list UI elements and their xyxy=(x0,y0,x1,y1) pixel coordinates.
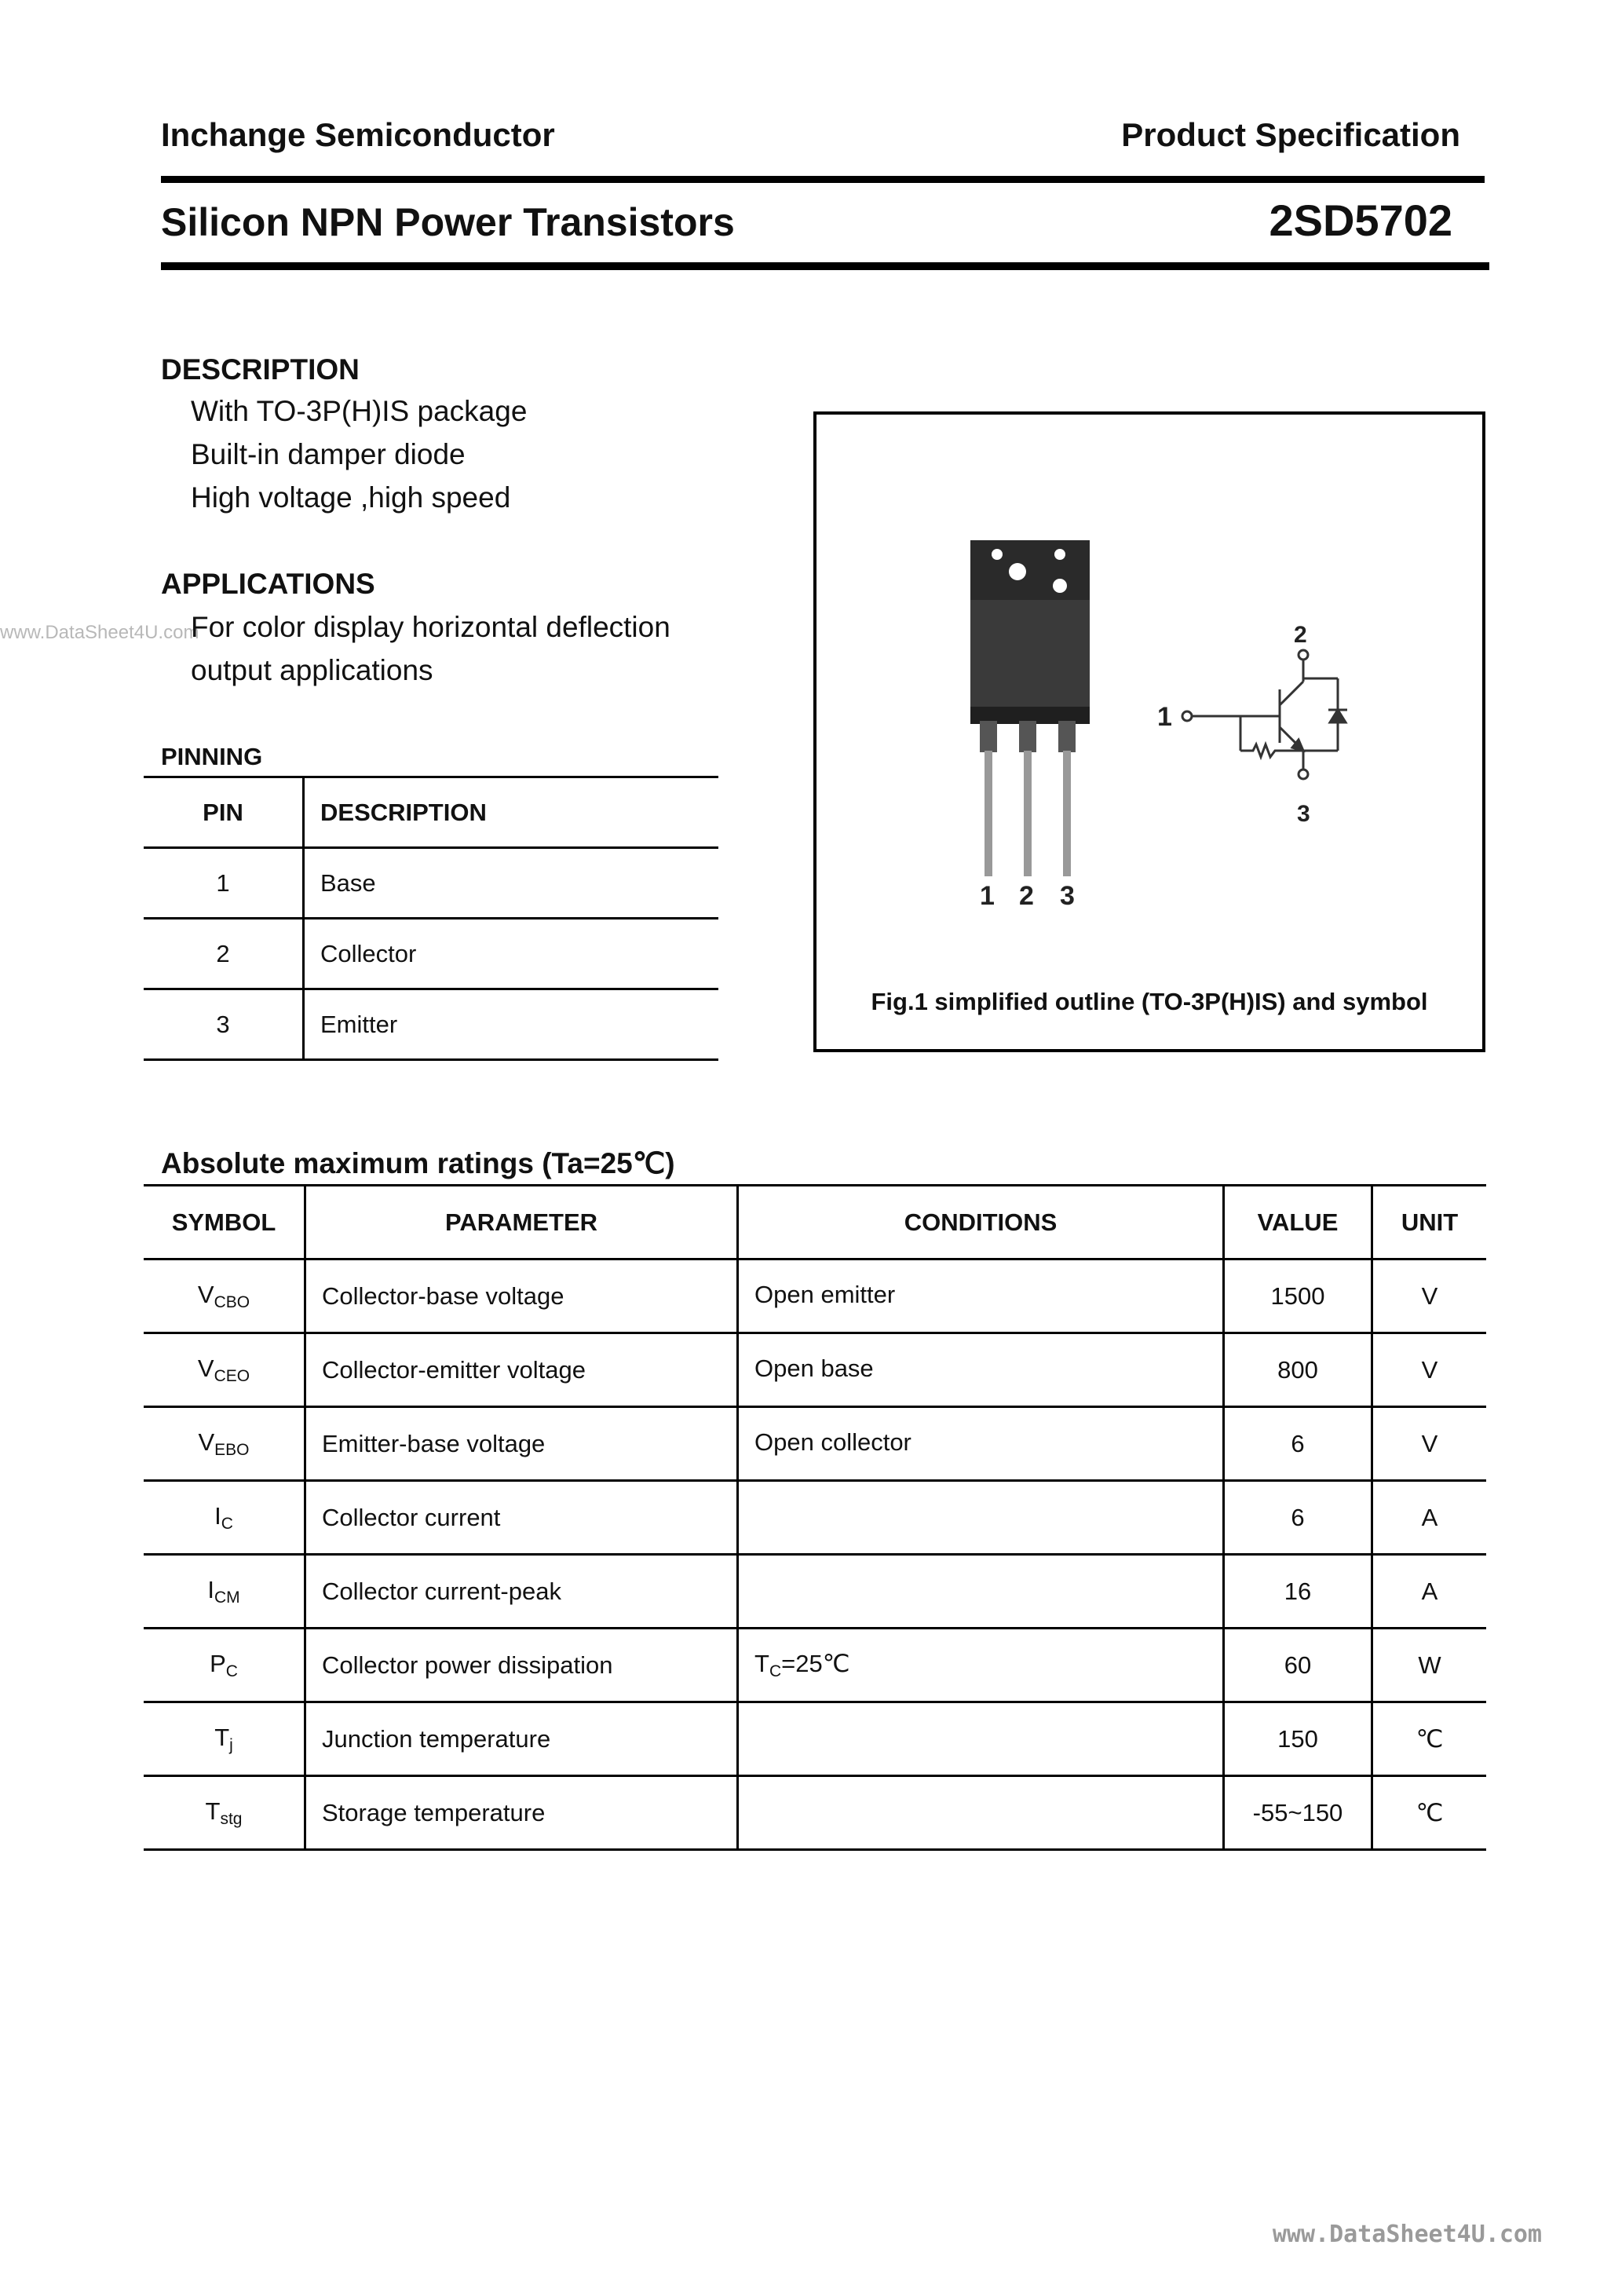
column-header-value: VALUE xyxy=(1224,1186,1372,1260)
symbol-cell: $T_{stg}$ xyxy=(144,1776,305,1850)
document-type: Product Specification xyxy=(1121,116,1460,153)
parameter-cell: Collector-base voltage xyxy=(305,1260,738,1333)
value-cell: 800 xyxy=(1224,1333,1372,1407)
ratings-table xyxy=(144,1184,1486,1851)
value-cell: 150 xyxy=(1224,1702,1372,1776)
applications-line: For color display horizontal deflection xyxy=(191,611,670,643)
symbol-cell: $I_C$ xyxy=(144,1481,305,1555)
unit-cell: V xyxy=(1372,1260,1487,1333)
parameter-cell: Storage temperature xyxy=(305,1776,738,1850)
package-pin-label: 2 xyxy=(1019,881,1034,911)
description-line: Built-in damper diode xyxy=(191,438,466,470)
ratings-heading: Absolute maximum ratings (Ta=25℃) xyxy=(161,1147,675,1179)
description-line: High voltage ,high speed xyxy=(191,481,511,514)
unit-cell: V xyxy=(1372,1333,1487,1407)
symbol-cell: $I_{CM}$ xyxy=(144,1555,305,1629)
conditions-cell: Open emitter xyxy=(738,1260,1224,1333)
parameter-cell: Collector current xyxy=(305,1481,738,1555)
page-title: Silicon NPN Power Transistors xyxy=(161,200,735,244)
pin-description: Emitter xyxy=(304,989,719,1060)
pinning-heading: PINNING xyxy=(161,743,263,770)
conditions-cell xyxy=(738,1776,1224,1850)
symbol-pin-collector: 2 xyxy=(1294,622,1307,648)
figure-box xyxy=(813,411,1485,1052)
table-row xyxy=(144,1776,1486,1850)
table-row xyxy=(144,919,718,989)
table-row xyxy=(144,1407,1486,1481)
symbol-cell: $T_j$ xyxy=(144,1702,305,1776)
package-pin-label: 1 xyxy=(980,881,995,911)
column-header-pin: PIN xyxy=(144,777,304,848)
symbol-pin-emitter: 3 xyxy=(1297,801,1310,827)
table-row xyxy=(144,989,718,1060)
applications-line: output applications xyxy=(191,654,433,686)
package-and-symbol-drawing xyxy=(816,415,1482,1049)
symbol-cell: $V_{CEO}$ xyxy=(144,1333,305,1407)
package-outline-image xyxy=(970,540,1090,876)
unit-cell: ℃ xyxy=(1372,1776,1487,1850)
table-row xyxy=(144,1333,1486,1407)
conditions-cell: Open base xyxy=(738,1333,1224,1407)
pin-description: Base xyxy=(304,848,719,919)
symbol-cell: $V_{CBO}$ xyxy=(144,1260,305,1333)
table-row xyxy=(144,1555,1486,1629)
table-row xyxy=(144,1629,1486,1702)
footer-watermark: www.DataSheet4U.com xyxy=(1272,2221,1542,2248)
value-cell: 1500 xyxy=(1224,1260,1372,1333)
header-rule-top xyxy=(161,176,1485,183)
table-row xyxy=(144,848,718,919)
column-header-description: DESCRIPTION xyxy=(304,777,719,848)
pin-number: 2 xyxy=(144,919,304,989)
value-cell: 60 xyxy=(1224,1629,1372,1702)
value-cell: -55~150 xyxy=(1224,1776,1372,1850)
pin-description: Collector xyxy=(304,919,719,989)
symbol-cell: $P_C$ xyxy=(144,1629,305,1702)
parameter-cell: Collector current-peak xyxy=(305,1555,738,1629)
column-header-conditions: CONDITIONS xyxy=(738,1186,1224,1260)
company-name: Inchange Semiconductor xyxy=(161,116,555,153)
parameter-cell: Junction temperature xyxy=(305,1702,738,1776)
column-header-parameter: PARAMETER xyxy=(305,1186,738,1260)
conditions-cell: $T_C=25℃$ xyxy=(738,1629,1224,1702)
table-row xyxy=(144,1702,1486,1776)
unit-cell: ℃ xyxy=(1372,1702,1487,1776)
table-row xyxy=(144,1260,1486,1333)
conditions-cell xyxy=(738,1481,1224,1555)
pin-number: 1 xyxy=(144,848,304,919)
watermark-text: www.DataSheet4U.com xyxy=(0,622,199,643)
figure-caption: Fig.1 simplified outline (TO-3P(H)IS) and symbol xyxy=(871,988,1428,1015)
unit-cell: W xyxy=(1372,1629,1487,1702)
table-header-row xyxy=(144,1186,1486,1260)
parameter-cell: Collector power dissipation xyxy=(305,1629,738,1702)
parameter-cell: Collector-emitter voltage xyxy=(305,1333,738,1407)
symbol-pin-base: 1 xyxy=(1157,702,1172,732)
column-header-symbol: SYMBOL xyxy=(144,1186,305,1260)
description-line: With TO-3P(H)IS package xyxy=(191,395,528,427)
value-cell: 6 xyxy=(1224,1407,1372,1481)
part-number: 2SD5702 xyxy=(1269,196,1452,245)
applications-heading: APPLICATIONS xyxy=(161,568,375,600)
value-cell: 6 xyxy=(1224,1481,1372,1555)
unit-cell: A xyxy=(1372,1481,1487,1555)
description-heading: DESCRIPTION xyxy=(161,353,360,386)
package-pin-label: 3 xyxy=(1060,881,1075,911)
unit-cell: V xyxy=(1372,1407,1487,1481)
conditions-cell xyxy=(738,1555,1224,1629)
symbol-cell: $V_{EBO}$ xyxy=(144,1407,305,1481)
value-cell: 16 xyxy=(1224,1555,1372,1629)
conditions-cell xyxy=(738,1702,1224,1776)
conditions-cell: Open collector xyxy=(738,1407,1224,1481)
parameter-cell: Emitter-base voltage xyxy=(305,1407,738,1481)
unit-cell: A xyxy=(1372,1555,1487,1629)
header-rule-bottom xyxy=(161,262,1489,270)
table-header-row xyxy=(144,777,718,848)
pinning-table xyxy=(144,776,718,1061)
table-row xyxy=(144,1481,1486,1555)
column-header-unit: UNIT xyxy=(1372,1186,1487,1260)
pin-number: 3 xyxy=(144,989,304,1060)
